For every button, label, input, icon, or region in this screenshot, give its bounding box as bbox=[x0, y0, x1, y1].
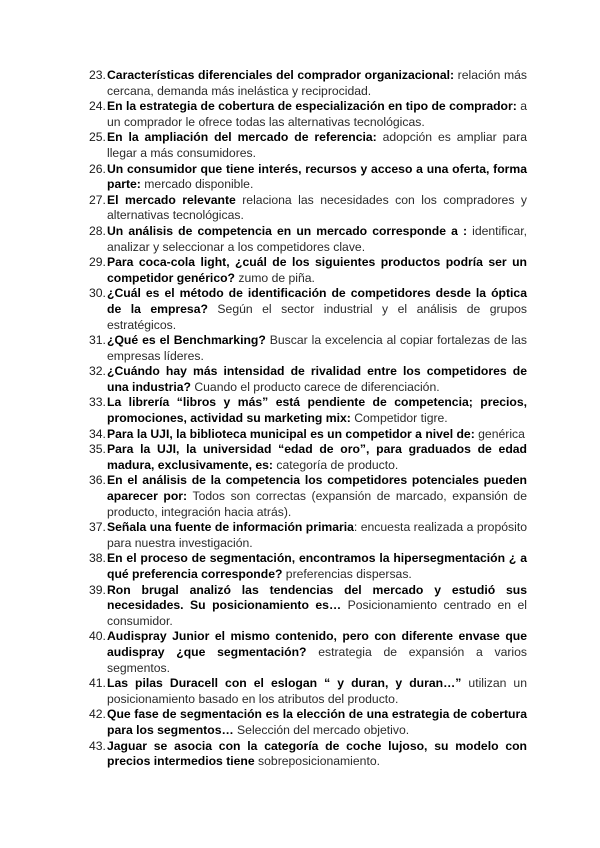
item-number: 24. bbox=[89, 99, 106, 114]
answer-text: Posicionamiento centrado en el consumidor. bbox=[107, 598, 527, 628]
answer-text: utilizan un posicionamiento basado en los atributos del producto. bbox=[107, 676, 527, 706]
question-text: Que fase de segmentación es la elección de una estrategia de cobertura para los segmentos… bbox=[107, 707, 527, 737]
item-number: 36. bbox=[89, 473, 106, 488]
answer-text: Buscar la excelencia al copiar fortalezas de las empresas líderes. bbox=[107, 333, 527, 363]
answer-text: categoría de producto. bbox=[272, 457, 399, 472]
item-number: 29. bbox=[89, 255, 106, 270]
answer-text: mercado disponible. bbox=[140, 177, 254, 192]
answer-text: adopción es ampliar para llegar a más consumidores. bbox=[107, 130, 527, 160]
question-text: En la ampliación del mercado de referencia: bbox=[107, 130, 377, 145]
question-text: La librería “libros y más” está pendiente de competencia; precios, promociones, actividad su marketing mix: bbox=[107, 395, 527, 426]
list-item bbox=[89, 473, 527, 520]
item-number: 30. bbox=[89, 286, 106, 301]
answer-text: Según el sector industrial y el análisis de grupos estratégicos. bbox=[107, 301, 527, 332]
question-text: ¿Cuál es el método de identificación de competidores desde la óptica de la empresa? bbox=[107, 286, 527, 316]
item-number: 40. bbox=[89, 629, 106, 644]
question-text: El mercado relevante bbox=[107, 192, 236, 207]
answer-text: identificar, analizar y seleccionar a los competidores clave. bbox=[107, 223, 527, 254]
item-number: 43. bbox=[89, 738, 106, 753]
list-item bbox=[89, 364, 527, 395]
question-text: Un consumidor que tiene interés, recursos y acceso a una oferta, forma parte: bbox=[107, 161, 527, 192]
list-item bbox=[89, 99, 527, 130]
list-item bbox=[89, 551, 527, 582]
item-number: 23. bbox=[89, 68, 106, 82]
answer-text: Todos son correctas (expansión de marcado, expansión de producto, integración hacia atrás). bbox=[107, 489, 527, 519]
answer-text: zumo de piña. bbox=[235, 270, 315, 285]
list-item bbox=[89, 676, 527, 707]
answer-text: preferencias dispersas. bbox=[282, 567, 412, 581]
list-item bbox=[89, 629, 527, 676]
answer-text: estrategia de expansión a varios segmentos. bbox=[107, 644, 527, 675]
answer-text: Cuando el producto carece de diferenciación. bbox=[190, 379, 440, 394]
question-text: Para la UJI, la universidad “edad de oro”, para graduados de edad madura, exclusivamente, es: bbox=[107, 442, 527, 472]
question-text: Para la UJI, la biblioteca municipal es un competidor a nivel de: bbox=[107, 426, 475, 441]
list-item bbox=[89, 224, 527, 255]
item-number: 37. bbox=[89, 520, 106, 535]
question-text: ¿Qué es el Benchmarking? bbox=[107, 333, 266, 348]
list-item bbox=[89, 68, 527, 99]
question-text: Ron brugal analizó las tendencias del mercado y estudió sus necesidades. Su posicionamiento es… bbox=[107, 582, 527, 613]
list-item bbox=[89, 193, 527, 224]
item-number: 41. bbox=[89, 676, 106, 691]
answer-text: relación más cercana, demanda más inelástica y reciprocidad. bbox=[107, 68, 527, 98]
item-number: 35. bbox=[89, 442, 106, 457]
answer-text: Selección del mercado objetivo. bbox=[233, 722, 410, 737]
list-item bbox=[89, 162, 527, 193]
item-number: 33. bbox=[89, 395, 106, 410]
list-item bbox=[89, 286, 527, 333]
answer-text: a un comprador le ofrece todas las alternativas tecnológicas. bbox=[107, 99, 527, 129]
list-item bbox=[89, 442, 527, 473]
list-item bbox=[89, 583, 527, 630]
question-text: En la estrategia de cobertura de especialización en tipo de comprador: bbox=[107, 99, 517, 114]
item-number: 27. bbox=[89, 192, 106, 207]
answer-text: Competidor tigre. bbox=[350, 411, 448, 426]
question-text: ¿Cuándo hay más intensidad de rivalidad entre los competidores de una industria? bbox=[107, 364, 527, 394]
item-number: 38. bbox=[89, 551, 106, 566]
item-number: 28. bbox=[89, 223, 106, 238]
list-item bbox=[89, 427, 527, 443]
item-number: 26. bbox=[89, 161, 106, 176]
question-text: Características diferenciales del comprador organizacional: bbox=[107, 68, 455, 82]
item-number: 39. bbox=[89, 582, 106, 597]
list-item bbox=[89, 255, 527, 286]
list-item bbox=[89, 333, 527, 364]
item-number: 31. bbox=[89, 333, 106, 348]
question-text: Las pilas Duracell con el eslogan “ y duran, y duran…” bbox=[107, 676, 462, 691]
item-number: 25. bbox=[89, 130, 106, 145]
item-number: 34. bbox=[89, 426, 106, 441]
list-item bbox=[89, 707, 527, 738]
list-item bbox=[89, 130, 527, 161]
item-number: 42. bbox=[89, 707, 106, 722]
question-text: En el análisis de la competencia los competidores potenciales pueden aparecer por: bbox=[107, 473, 527, 504]
list-item bbox=[89, 395, 527, 426]
question-text: Para coca-cola light, ¿cuál de los siguientes productos podría ser un competidor genérico? bbox=[107, 255, 527, 285]
answer-text: relaciona las necesidades con los compradores y alternativas tecnológicas. bbox=[107, 192, 527, 223]
question-text: Un análisis de competencia en un mercado corresponde a : bbox=[107, 223, 468, 238]
question-text: Señala una fuente de información primaria bbox=[107, 520, 354, 535]
answer-text: sobreposicionamiento. bbox=[254, 754, 380, 769]
question-text: Jaguar se asocia con la categoría de coche lujoso, su modelo con precios intermedios tiene bbox=[107, 738, 527, 769]
question-text: Audispray Junior el mismo contenido, pero con diferente envase que audispray ¿que segmentación? bbox=[107, 629, 527, 659]
item-number: 32. bbox=[89, 364, 106, 379]
question-list bbox=[89, 68, 527, 770]
list-item bbox=[89, 520, 527, 551]
list-item bbox=[89, 739, 527, 770]
question-text: En el proceso de segmentación, encontramos la hipersegmentación ¿ a qué preferencia corresponde? bbox=[107, 551, 527, 581]
answer-text: : encuesta realizada a propósito para nuestra investigación. bbox=[107, 520, 527, 550]
answer-text: genérica bbox=[474, 426, 525, 441]
